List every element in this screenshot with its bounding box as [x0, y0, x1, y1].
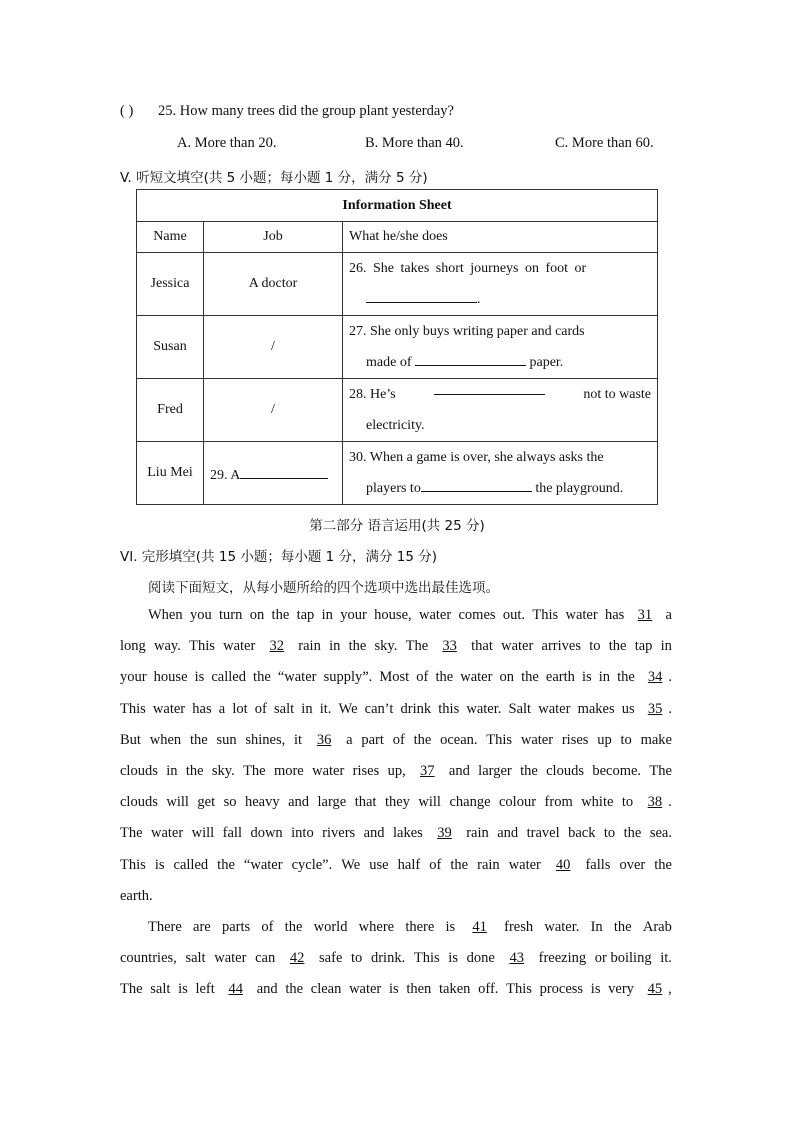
passage-word: has — [605, 607, 625, 623]
desc-line: 26. She takes short journeys on foot or — [349, 261, 587, 276]
passage-word: This — [120, 856, 146, 873]
passage-word: the — [654, 856, 672, 873]
option-a: A. More than 20. — [177, 135, 277, 151]
passage-word: shines, — [245, 731, 286, 748]
passage-word: is — [388, 981, 399, 998]
passage-word: can’t — [364, 700, 394, 717]
cell-name: Fred — [137, 379, 204, 442]
passage-word: This — [506, 981, 532, 998]
passage-word: This — [189, 638, 215, 655]
passage-word: in — [166, 762, 178, 779]
passage-line — [120, 974, 672, 1005]
passage-word: The — [649, 762, 672, 779]
passage-word: salt — [185, 950, 206, 967]
passage-word: water. — [466, 700, 502, 717]
answer-blank-26[interactable] — [366, 287, 477, 303]
blank-38[interactable]: 38 . — [647, 794, 672, 811]
passage-word: is — [590, 981, 601, 998]
passage-word: the — [608, 638, 627, 655]
section-6-instruction: 阅读下面短文，从每小题所给的四个选项中选出最佳选项。 — [148, 580, 499, 596]
passage-word: Most — [379, 669, 410, 686]
passage-word: the — [413, 731, 432, 748]
passage-word: rain — [477, 856, 500, 873]
passage-word: the — [617, 669, 635, 686]
passage-word: it. — [319, 700, 332, 717]
blank-40[interactable]: 40 — [555, 856, 571, 873]
passage-word: taken — [439, 981, 471, 998]
passage-word: that — [354, 794, 377, 811]
passage-word: sea. — [649, 825, 672, 842]
passage-word: rises — [561, 731, 589, 748]
passage-word: “water — [243, 856, 283, 873]
passage-word: is — [581, 669, 592, 686]
passage-word: We — [341, 856, 361, 873]
cell-desc — [343, 316, 658, 379]
passage-word: supply”. — [323, 669, 373, 686]
passage-word: will — [191, 825, 215, 842]
passage-word: the — [613, 918, 632, 935]
passage-word: long — [120, 638, 146, 655]
blank-31[interactable]: 31 — [637, 607, 653, 623]
blank-45[interactable]: 45 , — [647, 981, 672, 998]
passage-word: Salt — [508, 700, 532, 717]
passage-word: white — [581, 794, 614, 811]
desc-line: 27. She only buys writing paper and cards — [349, 324, 585, 339]
passage-word: more — [273, 762, 304, 779]
passage-word: house — [153, 669, 188, 686]
passage-word: water — [538, 700, 571, 717]
passage-word: off. — [478, 981, 499, 998]
question-stem: 25. How many trees did the group plant yesterday? — [158, 103, 454, 119]
table-row — [137, 379, 658, 442]
passage-word: the — [285, 981, 304, 998]
passage-word: us — [621, 700, 635, 717]
passage-word: is — [448, 950, 458, 967]
cell-name: Liu Mei — [137, 442, 204, 505]
passage-word: of — [261, 918, 274, 935]
passage-word: cycle”. — [291, 856, 333, 873]
passage-word: lot — [232, 700, 248, 717]
passage-word: of — [254, 700, 267, 717]
passage-word: rain — [298, 638, 321, 655]
passage-line — [120, 631, 672, 662]
desc-text: paper. — [529, 355, 564, 370]
passage-word: This — [120, 700, 146, 717]
cell-desc — [343, 253, 658, 316]
passage-word: will — [418, 794, 441, 811]
passage-word: colour — [499, 794, 537, 811]
passage-word: it — [294, 731, 303, 748]
passage-word: back — [568, 825, 596, 842]
passage-word: on — [499, 669, 515, 686]
passage-word: clouds — [120, 794, 158, 811]
passage-line — [120, 662, 672, 693]
header-name: Name — [137, 222, 204, 253]
passage-word: in — [329, 638, 341, 655]
desc-text: not to waste — [583, 387, 652, 402]
passage-word: into — [291, 825, 314, 842]
passage-word: when — [149, 731, 182, 748]
passage-word: in — [301, 700, 313, 717]
passage-word: in — [321, 607, 333, 623]
passage-word: process — [539, 981, 584, 998]
passage-word: a — [346, 731, 353, 748]
passage-word: the — [450, 856, 469, 873]
passage-word: world — [313, 918, 348, 935]
passage-word: become. — [592, 762, 642, 779]
answer-paren: ( ) — [120, 103, 134, 119]
passage-word: ocean. — [440, 731, 478, 748]
desc-text: . — [477, 292, 481, 307]
passage-line — [120, 881, 672, 912]
passage-word: over — [619, 856, 646, 873]
passage-word: water — [223, 638, 256, 655]
blank-44[interactable]: 44 — [228, 981, 243, 998]
passage-word: in — [598, 669, 610, 686]
cell-job: A doctor — [204, 253, 343, 316]
answer-blank-27[interactable] — [415, 350, 526, 366]
passage-line — [120, 787, 672, 818]
passage-word: use — [369, 856, 389, 873]
passage-word: to — [620, 731, 632, 748]
passage-word: tap — [634, 638, 653, 655]
passage-word: is — [154, 856, 165, 873]
passage-word: But — [120, 731, 141, 748]
option-b: B. More than 40. — [365, 135, 464, 151]
passage-word: a — [665, 607, 672, 623]
passage-word: freezing — [538, 950, 587, 967]
passage-word: can — [255, 950, 276, 967]
header-does: What he/she does — [343, 222, 658, 253]
passage-line — [120, 756, 672, 787]
answer-blank-29[interactable] — [240, 463, 328, 479]
desc-line: 30. When a game is over, she always asks the — [349, 450, 604, 465]
passage-word: in — [660, 638, 672, 655]
passage-word: When — [148, 607, 183, 623]
passage-word: the — [189, 731, 208, 748]
section-6-title: VI. 完形填空(共 15 小题；每小题 1 分，满分 15 分) — [120, 549, 438, 565]
passage-word: up — [597, 731, 612, 748]
passage-word: left — [195, 981, 215, 998]
passage-word: The — [120, 981, 143, 998]
passage-word: earth — [545, 669, 575, 686]
passage-word: This — [486, 731, 513, 748]
passage-line — [120, 600, 672, 631]
desc-line — [349, 379, 651, 410]
passage-word: and — [363, 825, 385, 842]
passage-word: sky. — [211, 762, 235, 779]
passage-word: is — [178, 981, 188, 998]
passage-line — [120, 818, 672, 849]
passage-word: water — [151, 825, 184, 842]
passage-word: The — [243, 762, 266, 779]
passage-word: tap — [296, 607, 315, 623]
passage-word: down — [250, 825, 283, 842]
cell-desc — [343, 442, 658, 505]
passage-word: the — [348, 638, 367, 655]
passage-word: clouds — [120, 762, 158, 779]
information-sheet-table — [136, 189, 658, 505]
passage-word: get — [197, 794, 216, 811]
desc-line — [349, 473, 651, 504]
blank-42[interactable]: 42 — [289, 950, 305, 967]
passage-line — [120, 912, 672, 943]
table-row — [137, 253, 658, 316]
passage-word: This — [413, 950, 440, 967]
passage-word: earth. — [120, 887, 153, 904]
passage-word: parts — [221, 918, 251, 935]
passage-word: clouds — [546, 762, 584, 779]
passage-word: the — [253, 669, 271, 686]
passage-word: part — [361, 731, 384, 748]
passage-word: arrives — [541, 638, 581, 655]
passage-word: and — [256, 981, 278, 998]
passage-word: the — [185, 762, 204, 779]
passage-word: up, — [387, 762, 406, 779]
passage-word: This — [532, 607, 559, 623]
passage-word: your — [120, 669, 147, 686]
job-text: 29. A — [210, 467, 241, 483]
passage-word: make — [640, 731, 672, 748]
blank-36[interactable]: 36 — [316, 731, 332, 748]
passage-word: large — [317, 794, 347, 811]
desc-text: players to — [366, 481, 421, 496]
passage-word: is — [445, 918, 456, 935]
passage-word: then — [406, 981, 432, 998]
passage-word: The — [405, 638, 429, 655]
passage-word: where — [358, 918, 395, 935]
passage-word: it. — [660, 950, 672, 967]
passage-word: is — [194, 669, 205, 686]
passage-word: salt — [274, 700, 295, 717]
passage-word: there — [405, 918, 435, 935]
passage-word: called — [173, 856, 209, 873]
passage-word: larger — [478, 762, 512, 779]
passage-word: comes — [458, 607, 496, 623]
passage-word: water. — [544, 918, 580, 935]
desc-text: made of — [366, 355, 412, 370]
passage-word: the — [217, 856, 235, 873]
passage-word: your — [340, 607, 367, 623]
passage-word: this — [438, 700, 460, 717]
passage-word: so — [223, 794, 237, 811]
desc-line: electricity. — [366, 418, 425, 433]
passage-word: rises — [352, 762, 380, 779]
passage-word: from — [544, 794, 573, 811]
passage-word: water — [312, 762, 345, 779]
passage-line — [120, 850, 672, 881]
passage-word: the — [520, 762, 538, 779]
passage-word: on — [249, 607, 265, 623]
header-job: Job — [204, 222, 343, 253]
passage-word: water — [349, 981, 382, 998]
passage-word: called — [211, 669, 246, 686]
blank-37[interactable]: 37 — [420, 762, 435, 779]
passage-word: In — [590, 918, 603, 935]
passage-word: rivers — [322, 825, 356, 842]
passage-word: water — [214, 950, 247, 967]
blank-32[interactable]: 32 — [269, 638, 285, 655]
passage-word: of — [429, 856, 442, 873]
passage-word: house, — [374, 607, 412, 623]
passage-word: clean — [310, 981, 342, 998]
passage-word: sky. — [374, 638, 398, 655]
passage-word: heavy — [244, 794, 280, 811]
passage-word: they — [384, 794, 410, 811]
cloze-passage — [120, 600, 672, 1005]
passage-word: will — [166, 794, 189, 811]
passage-word: are — [193, 918, 211, 935]
passage-word: countries, — [120, 950, 177, 967]
passage-word: water — [460, 669, 493, 686]
passage-word: drink — [400, 700, 432, 717]
passage-word: of — [416, 669, 429, 686]
passage-word: half — [397, 856, 421, 873]
cell-job: / — [204, 316, 343, 379]
passage-word: done — [466, 950, 495, 967]
passage-word: water — [520, 731, 554, 748]
part-2-title: 第二部分 语言运用(共 25 分) — [309, 518, 485, 534]
passage-word: sun — [216, 731, 237, 748]
blank-33[interactable]: 33 — [442, 638, 457, 655]
blank-43[interactable]: 43 — [509, 950, 524, 967]
passage-word: fresh — [504, 918, 534, 935]
table-title: Information Sheet — [137, 190, 658, 222]
passage-word: the — [521, 669, 539, 686]
passage-word: that — [471, 638, 493, 655]
passage-word: fall — [222, 825, 242, 842]
passage-word: the — [284, 918, 303, 935]
desc-line — [349, 347, 651, 378]
passage-word: the — [435, 669, 454, 686]
passage-word: the — [623, 825, 642, 842]
passage-line — [120, 943, 672, 974]
table-row — [137, 442, 658, 505]
passage-word: has — [192, 700, 212, 717]
passage-word: water — [565, 607, 598, 623]
passage-word: We — [338, 700, 358, 717]
passage-word: drink. — [370, 950, 406, 967]
section-5-title: V. 听短文填空(共 5 小题；每小题 1 分，满分 5 分) — [120, 170, 428, 186]
passage-line — [120, 725, 672, 756]
passage-word: a — [218, 700, 226, 717]
passage-word: falls — [585, 856, 611, 873]
passage-word: rain — [466, 825, 489, 842]
cell-job — [204, 442, 343, 505]
cell-name: Jessica — [137, 253, 204, 316]
passage-word: There — [148, 918, 182, 935]
blank-35[interactable]: 35 . — [647, 700, 672, 717]
blank-41[interactable]: 41 — [472, 918, 487, 935]
passage-word: way. — [154, 638, 181, 655]
desc-line — [349, 284, 651, 315]
passage-word: or boiling — [594, 950, 652, 967]
cell-job: / — [204, 379, 343, 442]
answer-blank-30[interactable] — [421, 476, 532, 492]
cell-desc — [343, 379, 658, 442]
passage-word: and — [448, 762, 470, 779]
passage-word: water — [152, 700, 186, 717]
passage-word: to — [589, 638, 601, 655]
passage-word: safe — [319, 950, 343, 967]
desc-text: the playground. — [535, 481, 624, 496]
passage-word: water — [508, 856, 541, 873]
passage-word: and — [288, 794, 310, 811]
passage-line — [120, 694, 672, 725]
passage-word: salt — [150, 981, 171, 998]
passage-word: to — [351, 950, 363, 967]
passage-word: makes — [577, 700, 615, 717]
passage-word: turn — [219, 607, 243, 623]
passage-word: The — [120, 825, 143, 842]
passage-word: out. — [502, 607, 526, 623]
passage-word: water — [501, 638, 534, 655]
option-c: C. More than 60. — [555, 135, 654, 151]
passage-word: to — [621, 794, 634, 811]
passage-word: to — [603, 825, 616, 842]
answer-blank-28[interactable] — [434, 379, 545, 395]
passage-word: of — [392, 731, 405, 748]
desc-text: 28. He’s — [349, 387, 396, 402]
question-25 — [120, 103, 454, 120]
cell-name: Susan — [137, 316, 204, 379]
passage-word: Arab — [642, 918, 672, 935]
passage-word: the — [271, 607, 290, 623]
blank-34[interactable]: 34 . — [647, 669, 672, 686]
passage-word: water — [418, 607, 452, 623]
passage-word: “water — [277, 669, 317, 686]
passage-word: travel — [526, 825, 560, 842]
passage-word: lakes — [393, 825, 423, 842]
passage-word: and — [497, 825, 519, 842]
passage-word: change — [449, 794, 491, 811]
table-row — [137, 316, 658, 379]
passage-word: you — [189, 607, 212, 623]
passage-word: very — [608, 981, 634, 998]
blank-39[interactable]: 39 — [437, 825, 452, 842]
